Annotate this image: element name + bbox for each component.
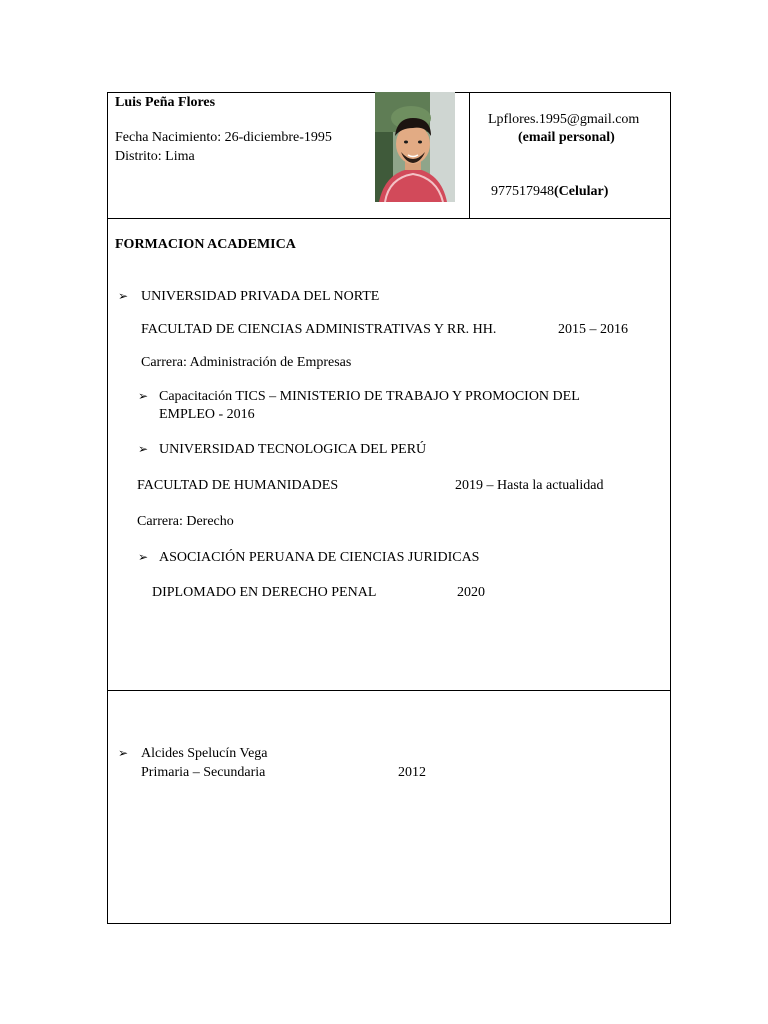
training-tics-line2: EMPLEO - 2016 — [159, 407, 255, 422]
arrow-bullet-icon: ➢ — [118, 746, 129, 760]
arrow-bullet-icon: ➢ — [138, 389, 149, 403]
period-upn: 2015 – 2016 — [558, 322, 628, 337]
period-utp: 2019 – Hasta la actualidad — [455, 478, 604, 493]
school-year: 2012 — [398, 765, 426, 780]
arrow-bullet-icon: ➢ — [138, 442, 149, 456]
faculty-upn: FACULTAD DE CIENCIAS ADMINISTRATIVAS Y RR. HH. — [141, 322, 497, 337]
school-name: Alcides Spelucín Vega — [141, 746, 268, 761]
phone-line — [491, 183, 608, 201]
education-title: FORMACION ACADEMICA — [115, 237, 296, 252]
district: Distrito: Lima — [115, 149, 195, 164]
email-address[interactable]: Lpflores.1995@gmail.com — [488, 112, 640, 127]
phone-number: 977517948 — [491, 184, 554, 199]
email-label-text: email personal) — [522, 130, 615, 145]
email-label-open: ( — [518, 130, 523, 145]
institution-upn: UNIVERSIDAD PRIVADA DEL NORTE — [141, 289, 380, 304]
institution-utp: UNIVERSIDAD TECNOLOGICA DEL PERÚ — [159, 442, 427, 457]
diploma-apcj: DIPLOMADO EN DERECHO PENAL — [152, 585, 377, 600]
phone-label: (Celular) — [554, 184, 609, 199]
arrow-bullet-icon: ➢ — [138, 550, 149, 564]
training-tics-line1: Capacitación TICS – MINISTERIO DE TRABAJO Y PROMOCION DEL — [159, 389, 580, 404]
arrow-bullet-icon: ➢ — [118, 289, 129, 303]
faculty-utp: FACULTAD DE HUMANIDADES — [137, 478, 339, 493]
school-level: Primaria – Secundaria — [141, 765, 266, 780]
institution-apcj: ASOCIACIÓN PERUANA DE CIENCIAS JURIDICAS — [159, 550, 480, 565]
career-upn: Carrera: Administración de Empresas — [141, 355, 352, 370]
candidate-name: Luis Peña Flores — [115, 95, 216, 110]
header-divider — [469, 92, 470, 219]
school-box — [107, 690, 671, 924]
profile-photo — [375, 92, 455, 202]
email-label — [518, 129, 615, 147]
period-apcj: 2020 — [457, 585, 485, 600]
career-utp: Carrera: Derecho — [137, 514, 234, 529]
birth-date: Fecha Nacimiento: 26-diciembre-1995 — [115, 130, 332, 145]
